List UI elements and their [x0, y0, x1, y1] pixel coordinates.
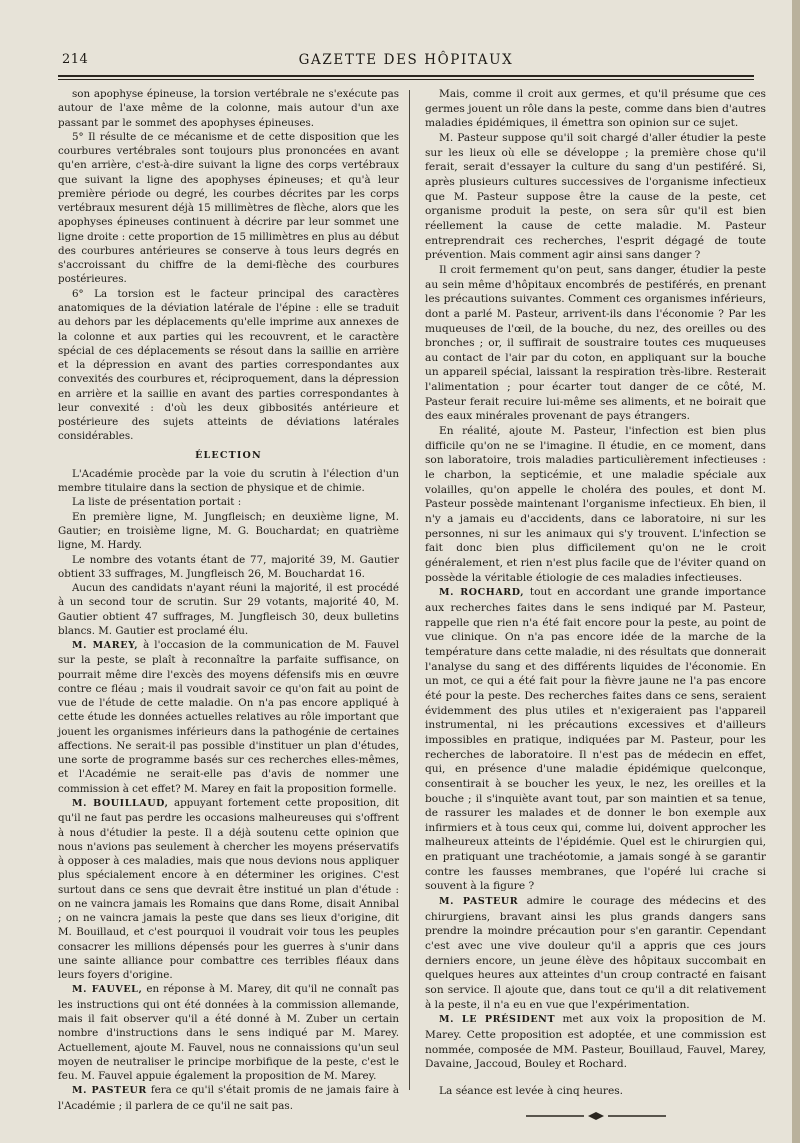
- header-rule-thin: [58, 79, 754, 80]
- paragraph: L'Académie procède par la voie du scrutin à l'élection d'un membre titulaire dans la section de physique et de chimie.: [58, 467, 399, 495]
- paragraph: [425, 894, 766, 1012]
- paragraph-text: tout en accordant une grande importance aux recherches faites dans le sens indiqué par M. Pasteur, rappelle que rien n'a été fait encore pour la peste, au point de vue clinique. On n'a pas encore idée de la marche de la température dans cette maladie, ni des résultats que donnerait l'analyse du sang et des différents liquides de l'économie. En un mot, ce qui a été fait pour la fièvre jaune ne l'a pas encore été pour la peste. Des recherches faites dans ce sens, seraient évidemment des plus utiles et n'exigeraient pas l'appareil instrumental, ni les précautions excessives et d'ailleurs impossibles en pratique, indiquées par M. Pasteur, pour les recherches de laboratoire. Il n'est pas de médecin en effet, qui, en présence d'une maladie épidémique quelconque, consentirait à se boucher les yeux, le nez, les oreilles et la bouche ; il s'inquiète avant tout, par son maintien et sa tenue, de rassurer les malades et de donner le bon exemple aux infirmiers et à tous ceux qui, comme lui, doivent approcher les malheureux atteints de l'épidémie. Quel est le chirurgien qui, en pratiquant une trachéotomie, a jamais songé à se garantir contre les fausses membranes, que l'opéré lui crache si souvent à la figure ?: [425, 586, 766, 893]
- end-ornament: [425, 1111, 766, 1123]
- speaker-name: M. LE PRÉSIDENT: [439, 1014, 556, 1026]
- paragraph: [58, 982, 399, 1083]
- paragraph: La liste de présentation portait :: [72, 496, 242, 509]
- paragraph-text: à l'occasion de la communication de M. Fauvel sur la peste, se plaît à reconnaître la parfaite suffisance, on pourrait même dire l'excès des moyens défensifs mis en œuvre contre ce fléau ; mais il voudrait savoir ce qu'on fait au point de vue de l'étude de cette maladie. On n'a pas encore appliqué à cette étude les données actuelles relatives au rôle important que jouent les organismes inférieurs dans la pathogénie de certaines affections. Ne serait-il pas possible d'instituer un plan d'études, une sorte de programme basés sur ces recherches elles-mêmes, et l'Académie ne serait-elle pas d'avis de nommer une commission à cet effet? M. Marey en fait la proposition formelle.: [58, 639, 400, 795]
- paragraph: [58, 1083, 399, 1113]
- paragraph-text: appuyant fortement cette proposition, dit qu'il ne faut pas perdre les occasions malheureuses qui s'offrent à nous d'étudier la peste. Il a déjà soutenu cette opinion que nous n'avions pas seulement à chercher les moyens préservatifs à opposer à ces maladies, mais que nous devions nous appliquer plus spécialement encore à en déterminer les origines. C'est surtout dans ce sens que devrait être institué un plan d'étude : on ne vaincra jamais les Romains que dans Rome, disait Annibal ; on ne vaincra jamais la peste que dans ses lieux d'origine, dit M. Bouillaud, et c'est pourquoi il voudrait voir tous les peuples consacrer les millions dépensés pour les guerres à s'unir dans une sainte alliance pour combattre ces terribles fléaux dans leurs foyers d'origine.: [58, 797, 399, 982]
- paragraph-text: en réponse à M. Marey, dit qu'il ne connaît pas les instructions qui ont été données à la commission allemande, mais il fait observer qu'il a été donné à M. Zuber un certain nombre d'instructions dans le sens indiqué par M. Marey. Actuellement, ajoute M. Fauvel, nous ne connaissions qu'un seul moyen de neutraliser le principe morbifique de la peste, c'est le feu. M. Fauvel appuie également la proposition de M. Marey.: [58, 983, 399, 1083]
- paragraph: En première ligne, M. Jungfleisch; en deuxième ligne, M. Gautier; en troisième ligne, M. G. Bouchardat; en quatrième ligne, M. Hardy.: [58, 510, 399, 552]
- paragraph: 6° La torsion est le facteur principal des caractères anatomiques de la déviation latérale de l'épine : elle se traduit au dehors par les déplacements qu'elle imprime aux annexes de la colonne et aux parties qui les recouvrent, et le caractère spécial de ces déplacements se résout dans la saillie en arrière et la dépression en avant des parties correspondantes aux convexités des courbures et, réciproquement, dans la dépression en arrière et la saillie en avant des parties correspondantes à leur convexité : d'où les deux gibbosités antérieure et postérieure des sujets atteints de déviations latérales considérables.: [58, 287, 399, 443]
- paragraph: [425, 585, 766, 894]
- left-column: [58, 87, 399, 1113]
- speaker-name: M. FAUVEL,: [72, 984, 143, 996]
- header-rule: [58, 75, 754, 77]
- paragraph: Aucun des candidats n'ayant réuni la majorité, il est procédé à un second tour de scrutin. Sur 29 votants, majorité 40, M. Gautier obtient 47 suffrages, M. Jungfleisch 30, deux bulletins blancs. M. Gautier est proclamé élu.: [58, 582, 399, 637]
- paragraph: La séance est levée à cinq heures.: [439, 1084, 624, 1097]
- paragraph-text: fera ce qu'il s'était promis de ne jamais faire à l'Académie ; il parlera de ce qu'il ne sait pas.: [58, 1084, 399, 1112]
- section-heading: ÉLECTION: [195, 449, 262, 461]
- speaker-name: M. PASTEUR: [72, 1085, 147, 1097]
- paragraph: [425, 1012, 766, 1072]
- paragraph-text: admire le courage des médecins et des chirurgiens, bravant ainsi les plus grands dangers sans prendre la moindre précaution pour s'en garantir. Cependant c'est avec une vive douleur qu'il a appris que ces jours derniers encore, un jeune élève des hôpitaux succombait en quelques heures aux atteintes d'un croup contracté en faisant son service. Il ajoute que, dans tout ce qu'il a dit relativement à la peste, il n'a eu en vue que l'expérimentation.: [425, 895, 767, 1011]
- paragraph: Il croit fermement qu'on peut, sans danger, étudier la peste au sein même d'hôpitaux encombrés de pestiférés, en prenant les précautions suivantes. Comment ces organismes inférieurs, dont a parlé M. Pasteur, arrivent-ils dans l'économie ? Par les muqueuses de l'œil, de la bouche, du nez, des oreilles ou des bronches ; or, il suffirait de soustraire toutes ces muqueuses au contact de l'air par du coton, en appliquant sur la bouche un appareil spécial, laissant la respiration très-libre. Resterait l'alimentation ; pour écarter tout danger de ce côté, M. Pasteur ferait recuire lui-même ses aliments, et ne boirait que des eaux minérales provenant de pays étrangers.: [425, 263, 766, 423]
- paragraph: En réalité, ajoute M. Pasteur, l'infection est bien plus difficile qu'on ne se l'imagine. Il étudie, en ce moment, dans son laboratoire, trois maladies particulièrement infectieuses : le charbon, la septicémie, et une maladie spéciale aux volailles, qu'on appelle le choléra des poules, et dont M. Pasteur possède maintenant l'organisme infectieux. Eh bien, il n'y a jamais eu d'accidents, dans ce laboratoire, ni sur les personnes, ni sur les animaux qui s'y trouvent. L'infection se fait donc bien plus difficilement qu'on ne le croit généralement, et rien n'est plus facile que de l'éviter quand on possède la véritable étiologie de ces maladies infectieuses.: [425, 425, 766, 584]
- right-column: [425, 87, 766, 1123]
- paragraph: 5° Il résulte de ce mécanisme et de cette disposition que les courbures vertébrales sont toujours plus prononcées en avant qu'en arrière, c'est-à-dire suivant la ligne des corps vertébraux que suivant la ligne des apophyses épineuses; et qu'à leur première période ou degré, les courbes décrites par les corps vertébraux mesurent déjà 15 millimètres de flèche, alors que les apophyses épineuses continuent à décrire par leur sommet une ligne droite : cette proportion de 15 millimètres en plus au début des courbures antérieures se conserve à tous leurs degrés en s'accroissant du chiffre de la demi-flèche des courbures postérieures.: [58, 130, 399, 286]
- speaker-name: M. MAREY,: [72, 640, 139, 652]
- paragraph: M. Pasteur suppose qu'il soit chargé d'aller étudier la peste sur les lieux où elle se développe ; la première chose qu'il ferait, serait d'essayer la culture du sang d'un pestiféré. Si, après plusieurs cultures successives de l'organisme infectieux que M. Pasteur suppose être la cause de la peste, cet organisme produit la peste, on sera sûr qu'il est bien réellement la cause de cette maladie. M. Pasteur entreprendrait ces recherches, l'esprit dégagé de toute prévention. Mais comment agir ainsi sans danger ?: [425, 131, 766, 262]
- paragraph: Le nombre des votants étant de 77, majorité 39, M. Gautier obtient 33 suffrages, M. Jungfleisch 26, M. Bouchardat 16.: [58, 553, 399, 580]
- paragraph: Mais, comme il croit aux germes, et qu'il présume que ces germes jouent un rôle dans la peste, comme dans bien d'autres maladies épidémiques, il émettra son opinion sur ce sujet.: [425, 88, 766, 130]
- speaker-name: M. PASTEUR: [439, 896, 519, 908]
- page-number: 214: [62, 52, 89, 67]
- paragraph: [58, 638, 399, 796]
- paragraph: son apophyse épineuse, la torsion vertébrale ne s'exécute pas autour de l'axe même de la colonne, mais autour d'un axe passant par le sommet des apophyses épineuses.: [58, 88, 399, 129]
- running-title: GAZETTE DES HÔPITAUX: [298, 52, 514, 68]
- paragraph-text: met aux voix la proposition de M. Marey. Cette proposition est adoptée, et une commission est nommée, composée de MM. Pasteur, Bouillaud, Fauvel, Marey, Davaine, Jaccoud, Bouley et Rochard.: [425, 1013, 766, 1071]
- paragraph: [58, 796, 399, 982]
- speaker-name: M. ROCHARD,: [439, 587, 525, 599]
- speaker-name: M. BOUILLAUD,: [72, 798, 169, 810]
- column-divider: [409, 90, 410, 1090]
- page-header: [58, 52, 754, 74]
- paragraph-gap: [425, 1072, 766, 1084]
